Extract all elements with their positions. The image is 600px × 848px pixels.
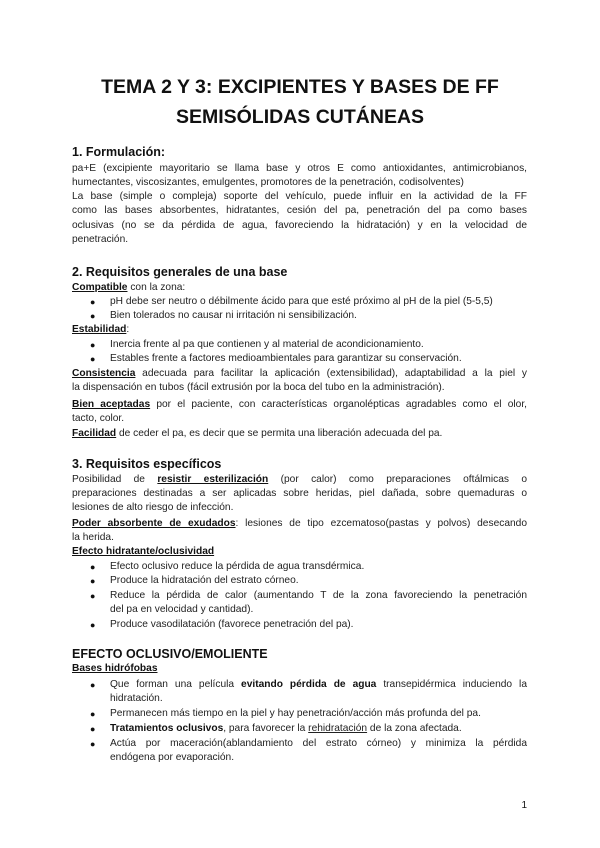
hidr-item-3-line-1: Reduce la pérdida de calor (aumentando T de la zona favoreciendo la penetración [110,590,527,601]
bullet-icon: ● [90,680,96,690]
esterilizacion-line-3: lesiones de alto riesgo de infección. [72,502,234,513]
sec1-line-5: oclusivas (no se da pérdida de agua, favoreciendo la hidratación) y en la velocidad de [72,220,527,231]
bullet-icon: ● [90,311,96,321]
consistencia-line-2: la dispensación en tubos (fácil extrusión por la boca del tubo en la administración). [72,382,445,393]
oclusivo-item-4-line-2: endógena por evaporación. [110,752,235,763]
bullet-icon: ● [90,297,96,307]
sec1-line-2: humectantes, viscosizantes, emulgentes, promotores de la penetración, codisolventes) [72,177,464,188]
title-line-2: SEMISÓLIDAS CUTÁNEAS [175,106,425,128]
section-3-heading: 3. Requisitos específicos [72,457,222,471]
hidr-item-4: Produce vasodilatación (favorece penetración del pa). [110,619,354,630]
hidr-item-3-line-2: del pa en velocidad y cantidad). [110,604,254,615]
facilidad-line: Facilidad de ceder el pa, es decir que se permita una liberación adecuada del pa. [72,428,443,439]
estab-item-2: Estables frente a factores medioambientales para garantizar su conservación. [110,353,462,364]
title-line-1: TEMA 2 Y 3: EXCIPIENTES Y BASES DE FF [101,76,499,98]
esterilizacion-line-1: Posibilidad de resistir esterilización (por calor) como preparaciones oftálmicas o [72,474,528,485]
hidratante-heading: Efecto hidratante/oclusividad [72,546,215,557]
hidr-item-2: Produce la hidratación del estrato córneo. [110,575,299,586]
hidrofobas-subheading: Bases hidrófobas [72,663,158,674]
section-1-heading: 1. Formulación: [72,145,166,159]
compat-item-1: pH debe ser neutro o débilmente ácido para que esté próximo al pH de la piel (5-5,5) [110,296,493,307]
aceptadas-line-1: Bien aceptadas por el paciente, con características organolépticas agradables como el olor, [72,399,528,410]
estabilidad-term: Estabilidad [72,324,127,335]
bullet-icon: ● [90,576,96,586]
section-2-heading: 2. Requisitos generales de una base [72,265,288,279]
compat-item-2: Bien tolerados no causar ni irritación ni sensibilización. [110,310,357,321]
bullet-icon: ● [90,354,96,364]
esterilizacion-line-2: preparaciones destinadas a ser aplicadas sobre heridas, piel dañada, sobre quemaduras o [72,488,527,499]
absorbente-line-2: la herida. [72,532,114,543]
oclusivo-item-2: Permanecen más tiempo en la piel y hay penetración/acción más profunda del pa. [110,708,481,719]
bullet-icon: ● [90,724,96,734]
compatible-term: Compatible [72,282,128,293]
bullet-icon: ● [90,591,96,601]
consistencia-term: Consistencia [72,368,136,379]
sec1-line-1: pa+E (excipiente mayoritario se llama base y otros E como antioxidantes, antimicrobianos, [72,163,527,174]
sec1-line-3: La base (simple o compleja) soporte del vehículo, puede influir en la actividad de la FF [72,191,527,202]
oclusivo-item-1-line-2: hidratación. [110,693,163,704]
consistencia-line-1: Consistencia adecuada para facilitar la aplicación (extensibilidad), adaptabilidad a la piel y [72,368,527,379]
bullet-icon: ● [90,340,96,350]
page-number: 1 [521,800,527,811]
oclusivo-item-3: Tratamientos oclusivos, para favorecer la rehidratación de la zona afectada. [110,723,462,734]
estab-item-1: Inercia frente al pa que contienen y al material de acondicionamiento. [110,339,424,350]
aceptadas-line-2: tacto, color. [72,413,125,424]
absorbente-line-1: Poder absorbente de exudados: lesiones de tipo ezcematoso(pastas y polvos) desecando [72,518,527,529]
hidr-item-1: Efecto oclusivo reduce la pérdida de agua transdérmica. [110,561,365,572]
compatible-line: Compatible con la zona: [72,282,186,293]
absorbente-term: Poder absorbente de exudados [72,518,236,529]
aceptadas-term: Bien aceptadas [72,399,151,410]
esterilizacion-term: resistir esterilización [157,474,269,485]
sec1-line-6: penetración. [72,234,129,245]
facilidad-term: Facilidad [72,428,117,439]
oclusivo-item-4-line-1: Actúa por maceración(ablandamiento del estrato córneo) y minimiza la pérdida [110,738,527,749]
section-4-heading: EFECTO OCLUSIVO/EMOLIENTE [72,647,268,661]
bullet-icon: ● [90,620,96,630]
bullet-icon: ● [90,562,96,572]
estabilidad-line: Estabilidad: [72,324,130,335]
bullet-icon: ● [90,709,96,719]
sec1-line-4: como las bases absorbentes, hidratantes, cesión del pa, penetración del pa como bases [72,205,527,216]
bullet-icon: ● [90,739,96,749]
oclusivo-item-1-line-1: Que forman una película evitando pérdida de agua transepidérmica induciendo la [110,679,527,690]
